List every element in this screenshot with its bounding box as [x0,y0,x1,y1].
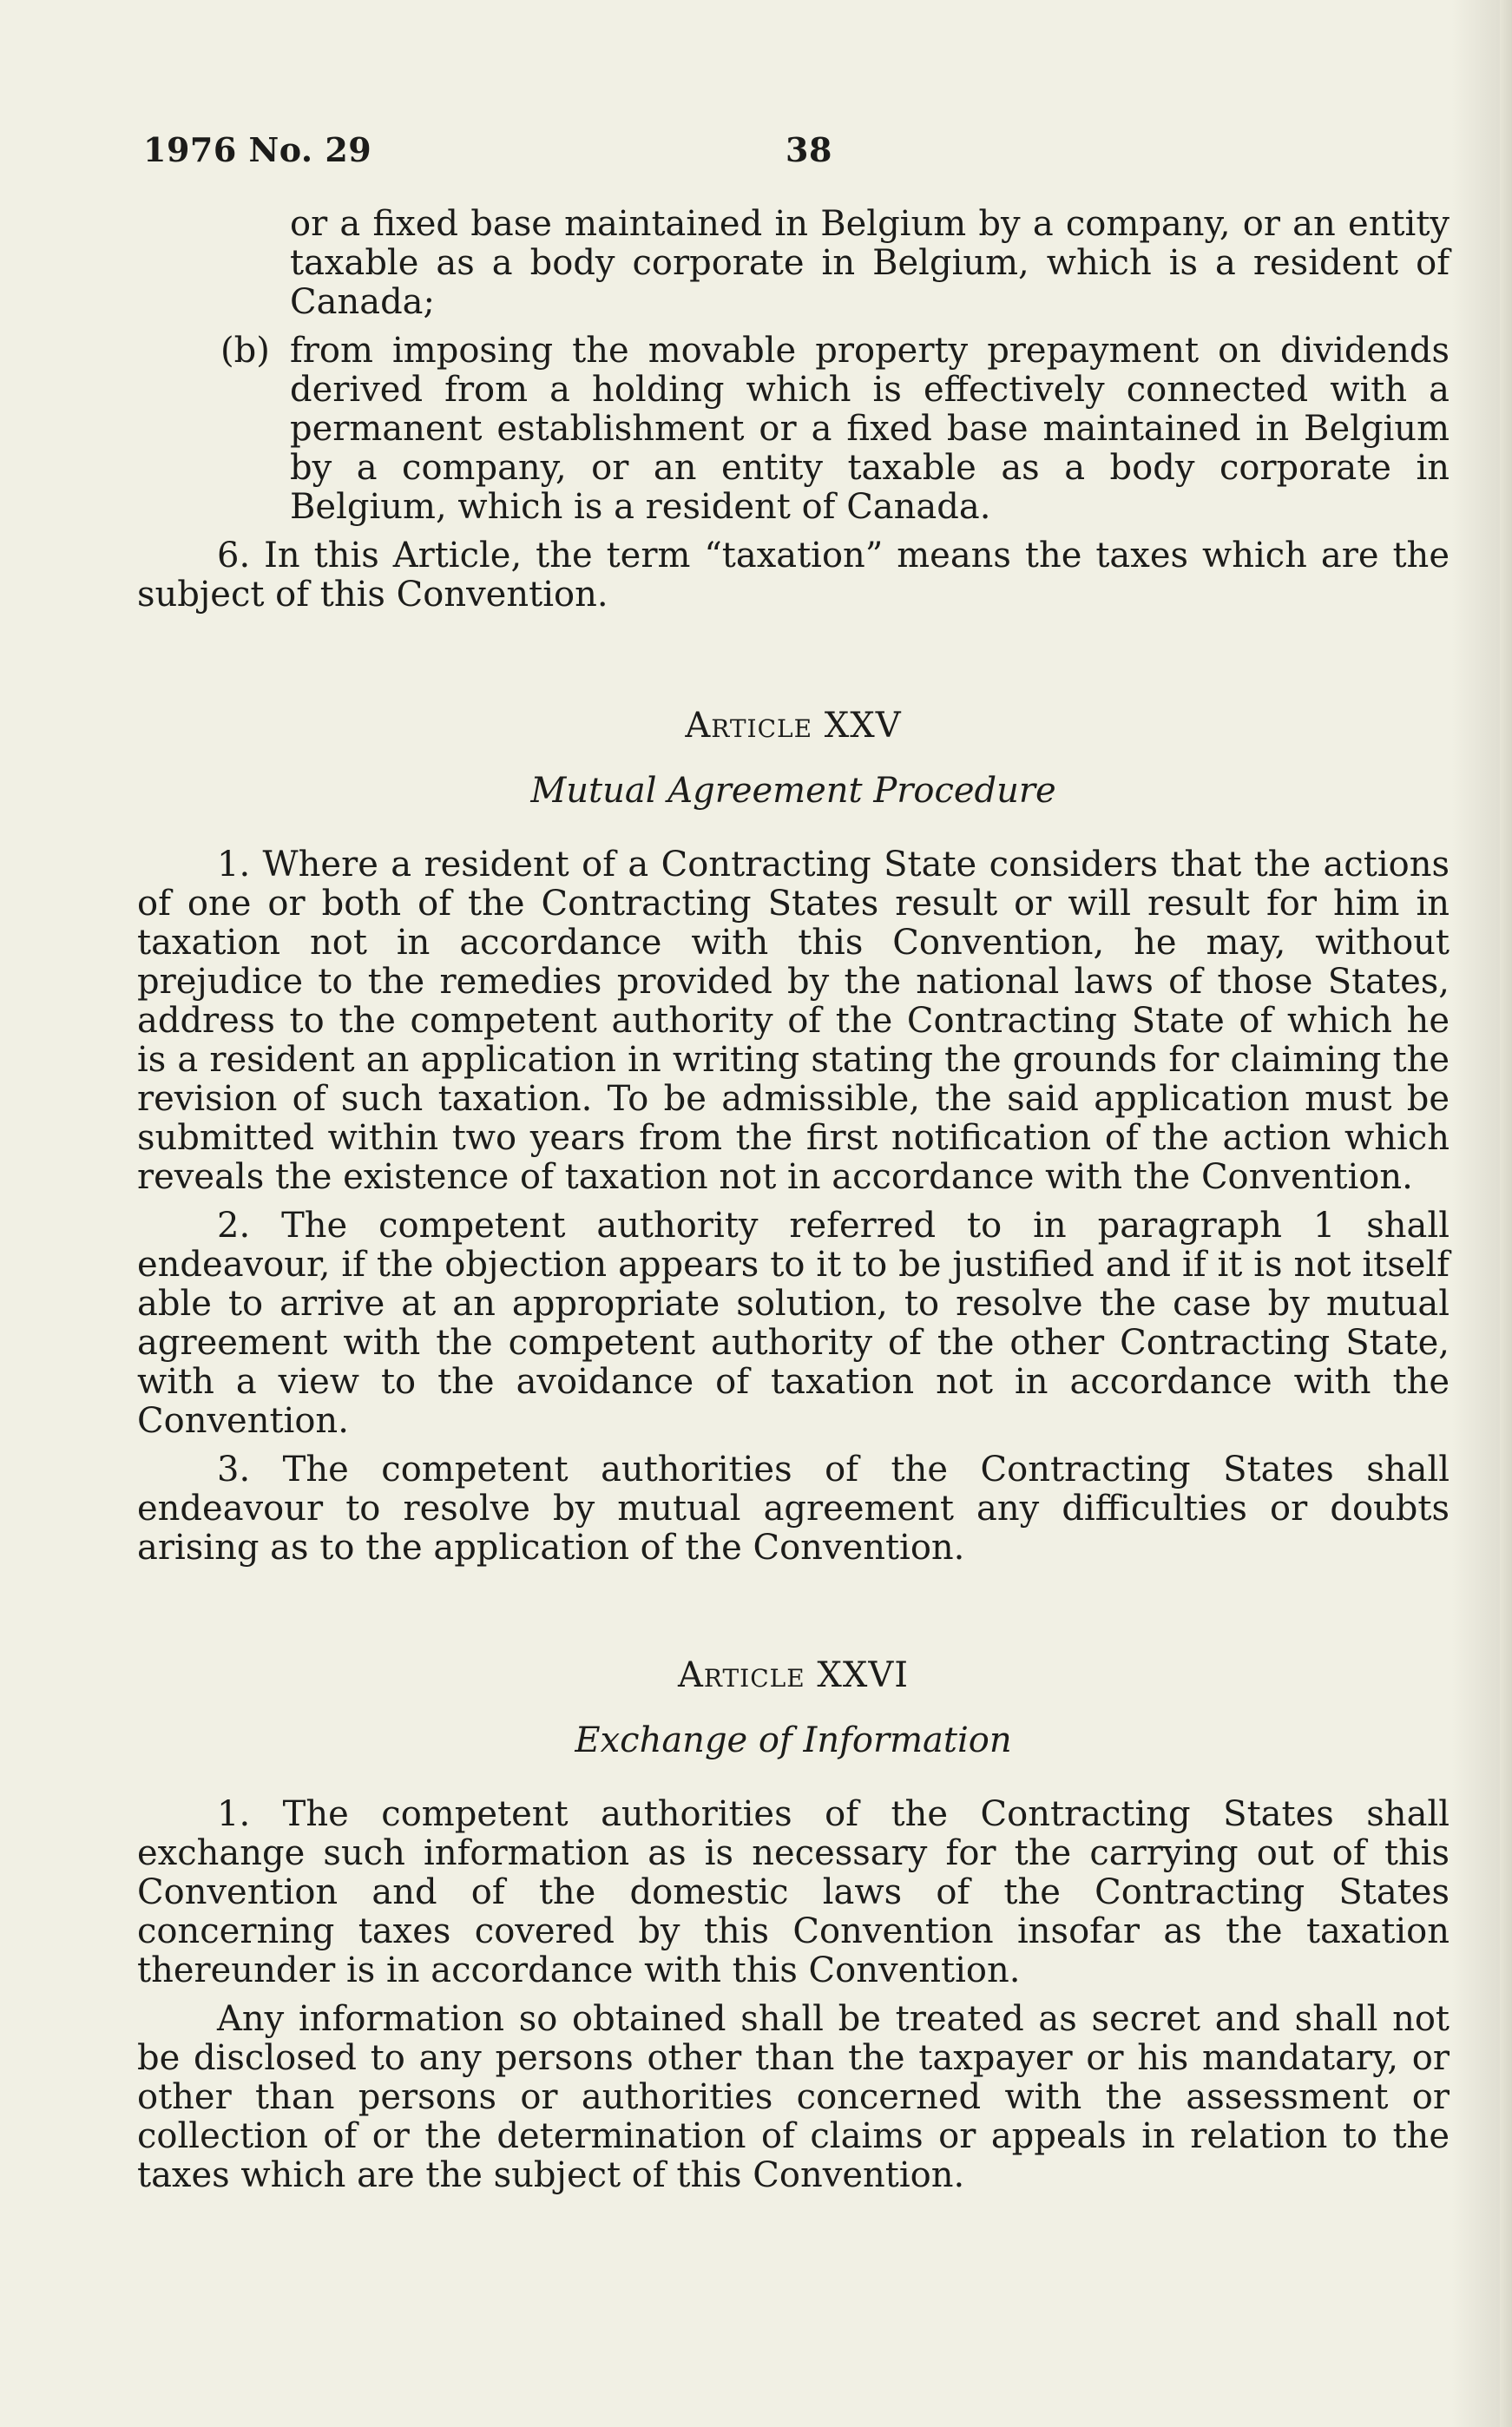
paragraph-6: 6. In this Article, the term “taxation” means the taxes which are the subject of this Convention. [137,536,1450,615]
page-number: 38 [786,130,832,169]
article-25-paragraph-3: 3. The competent authorities of the Contracting States shall endeavour to resolve by mutual agreement any difficulties or doubts arising as to the application of the Convention. [137,1450,1450,1568]
paragraph-a-continuation: or a fixed base maintained in Belgium by a company, or an entity taxable as a body corporate in Belgium, which is a resident of Canada; [290,204,1450,322]
article-26-paragraph-1: 1. The competent authorities of the Contracting States shall exchange such information as is necessary for the carrying out of this Convention and of the domestic laws of the Contracting States concerning taxes covered by this Convention insofar as the taxation thereunder is in accordance with this Convention. [137,1794,1450,1990]
page-body [137,205,1450,2195]
list-item-b [137,332,1450,527]
list-item-text: from imposing the movable property prepayment on dividends derived from a holding which is effectively connected with a permanent establishment or a fixed base maintained in Belgium by a company, or an entity taxable as a body corporate in Belgium, which is a resident of Canada. [290,331,1450,527]
article-25-heading: Article XXV [685,706,902,746]
article-26-title: Exchange of Information [575,1720,1012,1760]
article-25-paragraph-2: 2. The competent authority referred to in paragraph 1 shall endeavour, if the objection appears to it to be justified and if it is not itself able to arrive at an appropriate solution, to resolve the case by mutual agreement with the competent authority of the other Contracting State, with a view to the avoidance of taxation not in accordance with the Convention. [137,1206,1450,1441]
list-item-label: (b) [220,331,270,371]
statute-year-number: 1976 No. 29 [143,130,372,169]
page-edge-shadow [1500,0,1512,2427]
article-25-title: Mutual Agreement Procedure [530,771,1056,811]
article-26-heading: Article XXVI [677,1655,910,1695]
article-26-paragraph-2: Any information so obtained shall be treated as secret and shall not be disclosed to any persons other than the taxpayer or his mandatary, or other than persons or authorities concerned with the assessment or collection of or the determination of claims or appeals in relation to the taxes which are the subject of this Convention. [137,1999,1450,2195]
article-25-paragraph-1: 1. Where a resident of a Contracting State considers that the actions of one or both of the Contracting States result or will result for him in taxation not in accordance with this Convention, he may, without prejudice to the remedies provided by the national laws of those States, address to the competent authority of the Contracting State of which he is a resident an application in writing stating the grounds for claiming the revision of such taxation. To be admissible, the said application must be submitted within two years from the first notification of the action which reveals the existence of taxation not in accordance with the Convention. [137,845,1450,1197]
